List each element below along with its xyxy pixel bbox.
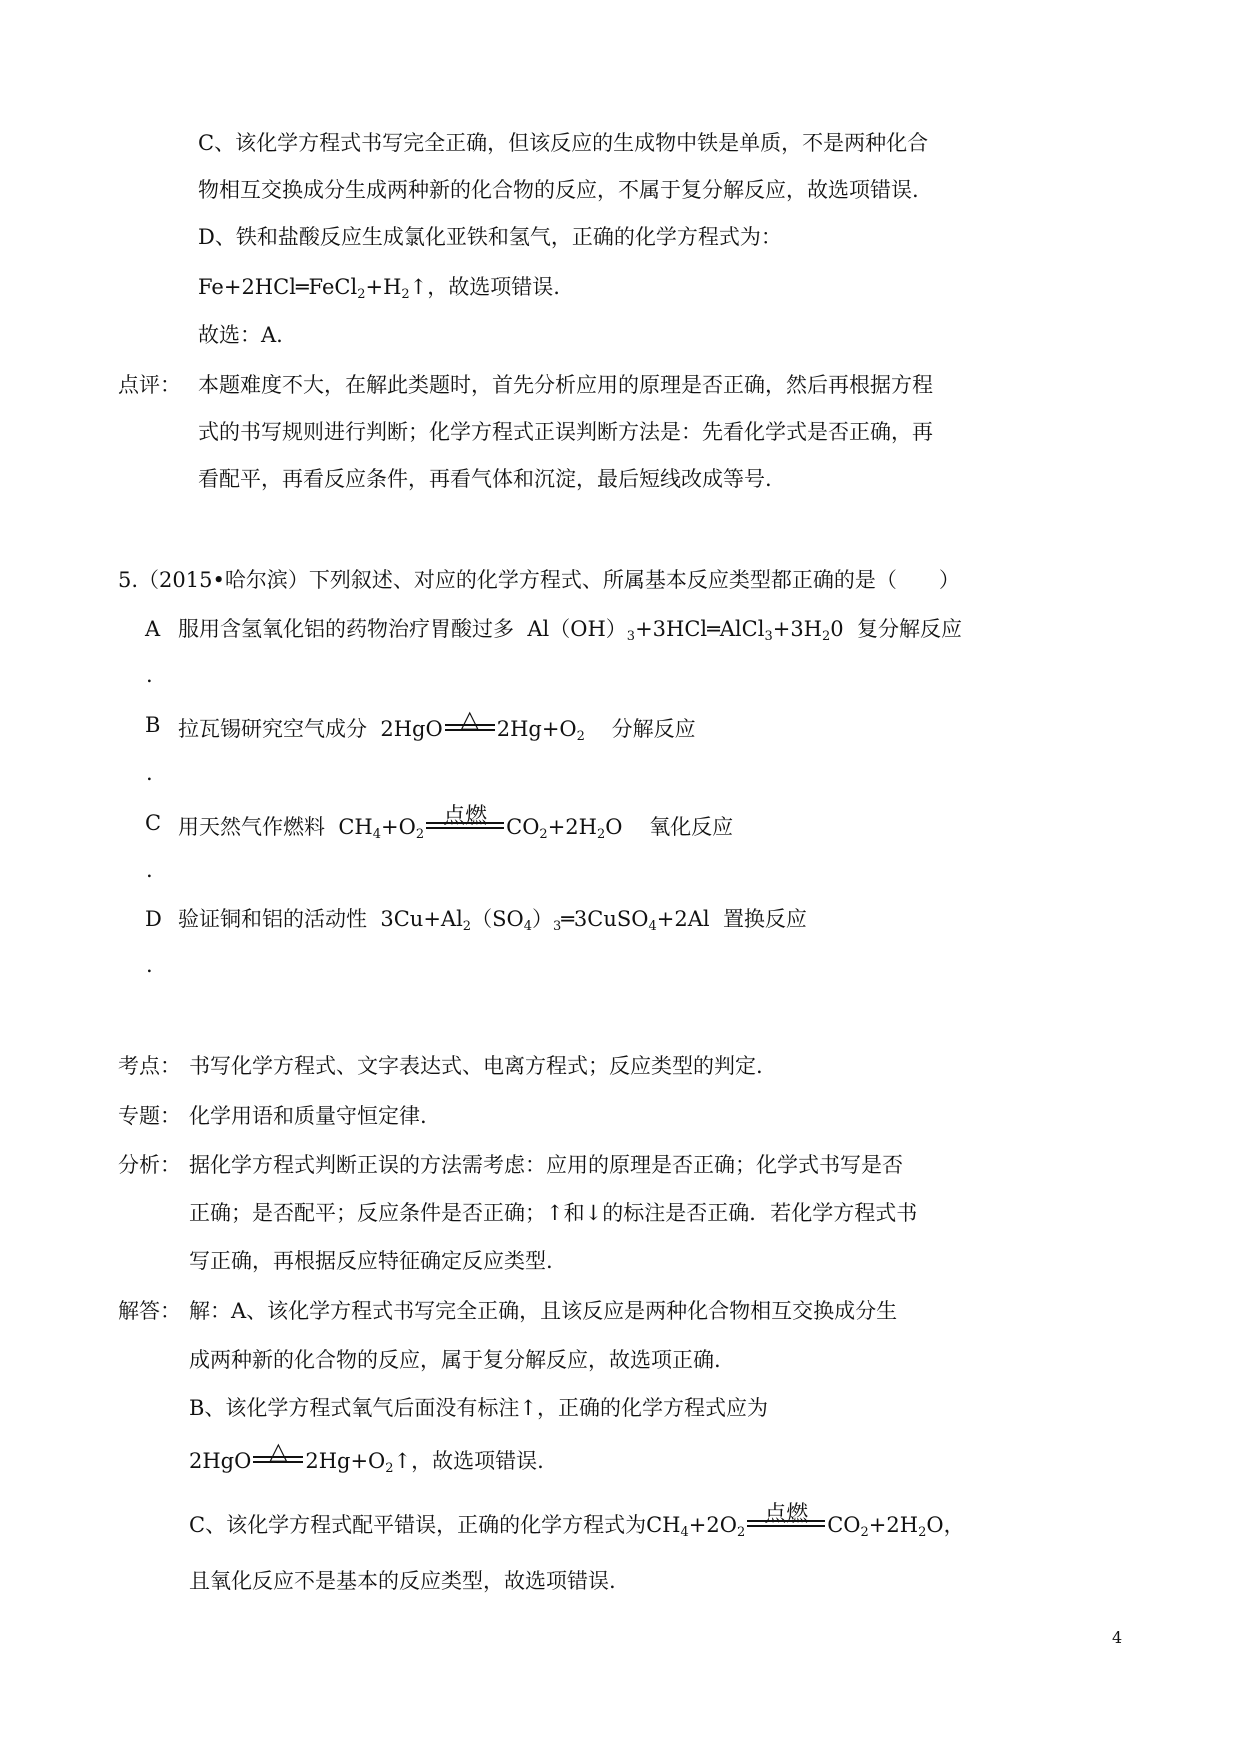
equation-text: CO <box>827 1513 861 1537</box>
subscript: 4 <box>680 1525 689 1540</box>
option-b-letter: B <box>145 713 161 737</box>
equation-text: CH <box>338 815 373 839</box>
equation-text: ） <box>531 907 553 931</box>
subscript: 2 <box>357 287 366 302</box>
zhuanti-text: 化学用语和质量守恒定律. <box>189 1104 427 1128</box>
jieda-label: 解答： <box>118 1299 181 1323</box>
option-b-equation <box>380 705 585 744</box>
option-a-desc: 服用含氢氧化铝的药物治疗胃酸过多 <box>178 617 514 641</box>
subscript: 2 <box>401 287 410 302</box>
equation-text: 3Cu+Al <box>380 907 463 931</box>
kaodian-text: 书写化学方程式、文字表达式、电离方程式；反应类型的判定. <box>189 1054 763 1078</box>
option-a-dot: . <box>146 663 153 687</box>
equation-text: +H <box>365 275 402 299</box>
q4-option-d-analysis-line1: D、铁和盐酸反应生成氯化亚铁和氢气，正确的化学方程式为： <box>198 225 782 249</box>
option-d-letter: D <box>145 907 162 931</box>
subscript: 2 <box>576 729 585 744</box>
option-b-desc: 拉瓦锡研究空气成分 <box>178 717 367 741</box>
option-a-letter: A <box>145 617 161 641</box>
subscript: 2 <box>415 827 425 842</box>
zhuanti-label: 专题： <box>118 1104 181 1128</box>
q4-option-c-analysis-line1: C、该化学方程式书写完全正确，但该反应的生成物中铁是单质，不是两种化合 <box>198 131 929 155</box>
subscript: 2 <box>539 827 548 842</box>
jieda-c-line2: 且氧化反应不是基本的反应类型，故选项错误. <box>189 1569 616 1593</box>
option-d-dot: . <box>146 953 153 977</box>
subscript: 2 <box>860 1525 869 1540</box>
equation-text: ↑，故选项错误. <box>409 275 560 299</box>
jieda-b-equation <box>189 1437 544 1476</box>
review-line2: 式的书写规则进行判断；化学方程式正误判断方法是：先看化学式是否正确，再 <box>198 420 933 444</box>
review-label: 点评： <box>118 373 181 397</box>
option-b-dot: . <box>146 761 153 785</box>
option-c-content <box>178 804 734 842</box>
subscript: 3 <box>764 629 773 644</box>
option-d-type: 置换反应 <box>722 907 807 931</box>
option-a-equation <box>527 617 844 644</box>
subscript: 2 <box>822 629 831 644</box>
kaodian-label: 考点： <box>118 1054 181 1078</box>
fenxi-line1: 据化学方程式判断正误的方法需考虑：应用的原理是否正确；化学式书写是否 <box>189 1153 903 1177</box>
subscript: 2 <box>736 1525 746 1540</box>
equation-text: +2Al <box>656 907 710 931</box>
page-number: 4 <box>1112 1628 1123 1647</box>
option-d-content <box>178 904 807 934</box>
jieda-b-line1: B、该化学方程式氧气后面没有标注↑，正确的化学方程式应为 <box>189 1396 769 1420</box>
fenxi-line2: 正确；是否配平；反应条件是否正确；↑和↓的标注是否正确．若化学方程式书 <box>189 1201 918 1225</box>
equation-text: +2H <box>868 1513 919 1537</box>
jieda-c-line1 <box>189 1502 965 1540</box>
q4-option-c-analysis-line2: 物相互交换成分生成两种新的化合物的反应，不属于复分解反应，故选项错误. <box>198 178 919 202</box>
subscript: 4 <box>648 919 657 934</box>
equation-text: 2Hg+O <box>496 717 577 741</box>
fenxi-label: 分析： <box>118 1153 181 1177</box>
option-c-dot: . <box>146 858 153 882</box>
heat-triangle-icon: △ <box>460 705 479 733</box>
reaction-condition <box>747 1502 825 1540</box>
q4-answer: 故选：A. <box>198 323 283 347</box>
equation-text: Al（OH） <box>527 617 627 641</box>
equation-text: +O <box>381 815 416 839</box>
jieda-c-text: C、该化学方程式配平错误，正确的化学方程式为 <box>189 1513 647 1537</box>
option-d-desc: 验证铜和铝的活动性 <box>178 907 367 931</box>
q4-option-d-equation <box>198 272 560 302</box>
subscript: 2 <box>596 827 606 842</box>
subscript: 4 <box>523 919 532 934</box>
equation-text: Fe+2HCl═FeCl <box>198 275 358 299</box>
equation-text: CO <box>506 815 540 839</box>
equation-text: （SO <box>471 907 524 931</box>
equation-text: +2O <box>688 1513 737 1537</box>
jieda-line1: 解：A、该化学方程式书写完全正确，且该反应是两种化合物相互交换成分生 <box>189 1299 898 1323</box>
option-b-content <box>178 705 696 744</box>
option-c-type: 氧化反应 <box>649 815 734 839</box>
option-c-equation <box>338 804 623 842</box>
review-line3: 看配平，再看反应条件，再看气体和沉淀，最后短线改成等号. <box>198 467 772 491</box>
subscript: 3 <box>552 919 562 934</box>
reaction-condition <box>445 705 495 744</box>
equation-text: ↑，故选项错误. <box>393 1449 544 1473</box>
fenxi-line3: 写正确，再根据反应特征确定反应类型. <box>189 1249 553 1273</box>
equation-text: 2HgO <box>189 1449 252 1473</box>
equation-text: 2Hg+O <box>305 1449 386 1473</box>
option-b-type: 分解反应 <box>611 717 696 741</box>
heat-triangle-icon: △ <box>269 1437 288 1465</box>
subscript: 2 <box>918 1525 927 1540</box>
reaction-condition <box>253 1437 303 1476</box>
reaction-condition <box>426 804 504 842</box>
equation-text: O <box>605 815 623 839</box>
subscript: 4 <box>372 827 382 842</box>
review-line1: 本题难度不大，在解此类题时，首先分析应用的原理是否正确，然后再根据方程 <box>198 373 933 397</box>
equation-text: O， <box>926 1513 965 1537</box>
equation-text: 0 <box>830 617 844 641</box>
equation-text: +3H <box>772 617 822 641</box>
subscript: 3 <box>626 629 636 644</box>
equation-text: 2HgO <box>380 717 443 741</box>
option-a-content <box>178 614 962 644</box>
option-c-letter: C <box>145 811 162 835</box>
jieda-line2: 成两种新的化合物的反应，属于复分解反应，故选项正确. <box>189 1348 721 1372</box>
subscript: 2 <box>385 1461 394 1476</box>
q5-stem: 5.（2015•哈尔滨）下列叙述、对应的化学方程式、所属基本反应类型都正确的是（ ） <box>118 568 960 592</box>
equation-text: ═3CuSO <box>561 907 649 931</box>
equation-text: +3HCl═AlCl <box>635 617 765 641</box>
equation-text: +2H <box>547 815 597 839</box>
option-a-type: 复分解反应 <box>857 617 963 641</box>
option-d-equation <box>380 907 710 934</box>
subscript: 2 <box>462 919 472 934</box>
condition-text: 点燃 <box>443 804 488 829</box>
condition-text: 点燃 <box>764 1502 809 1527</box>
option-c-desc: 用天然气作燃料 <box>178 815 325 839</box>
equation-text: CH <box>646 1513 681 1537</box>
